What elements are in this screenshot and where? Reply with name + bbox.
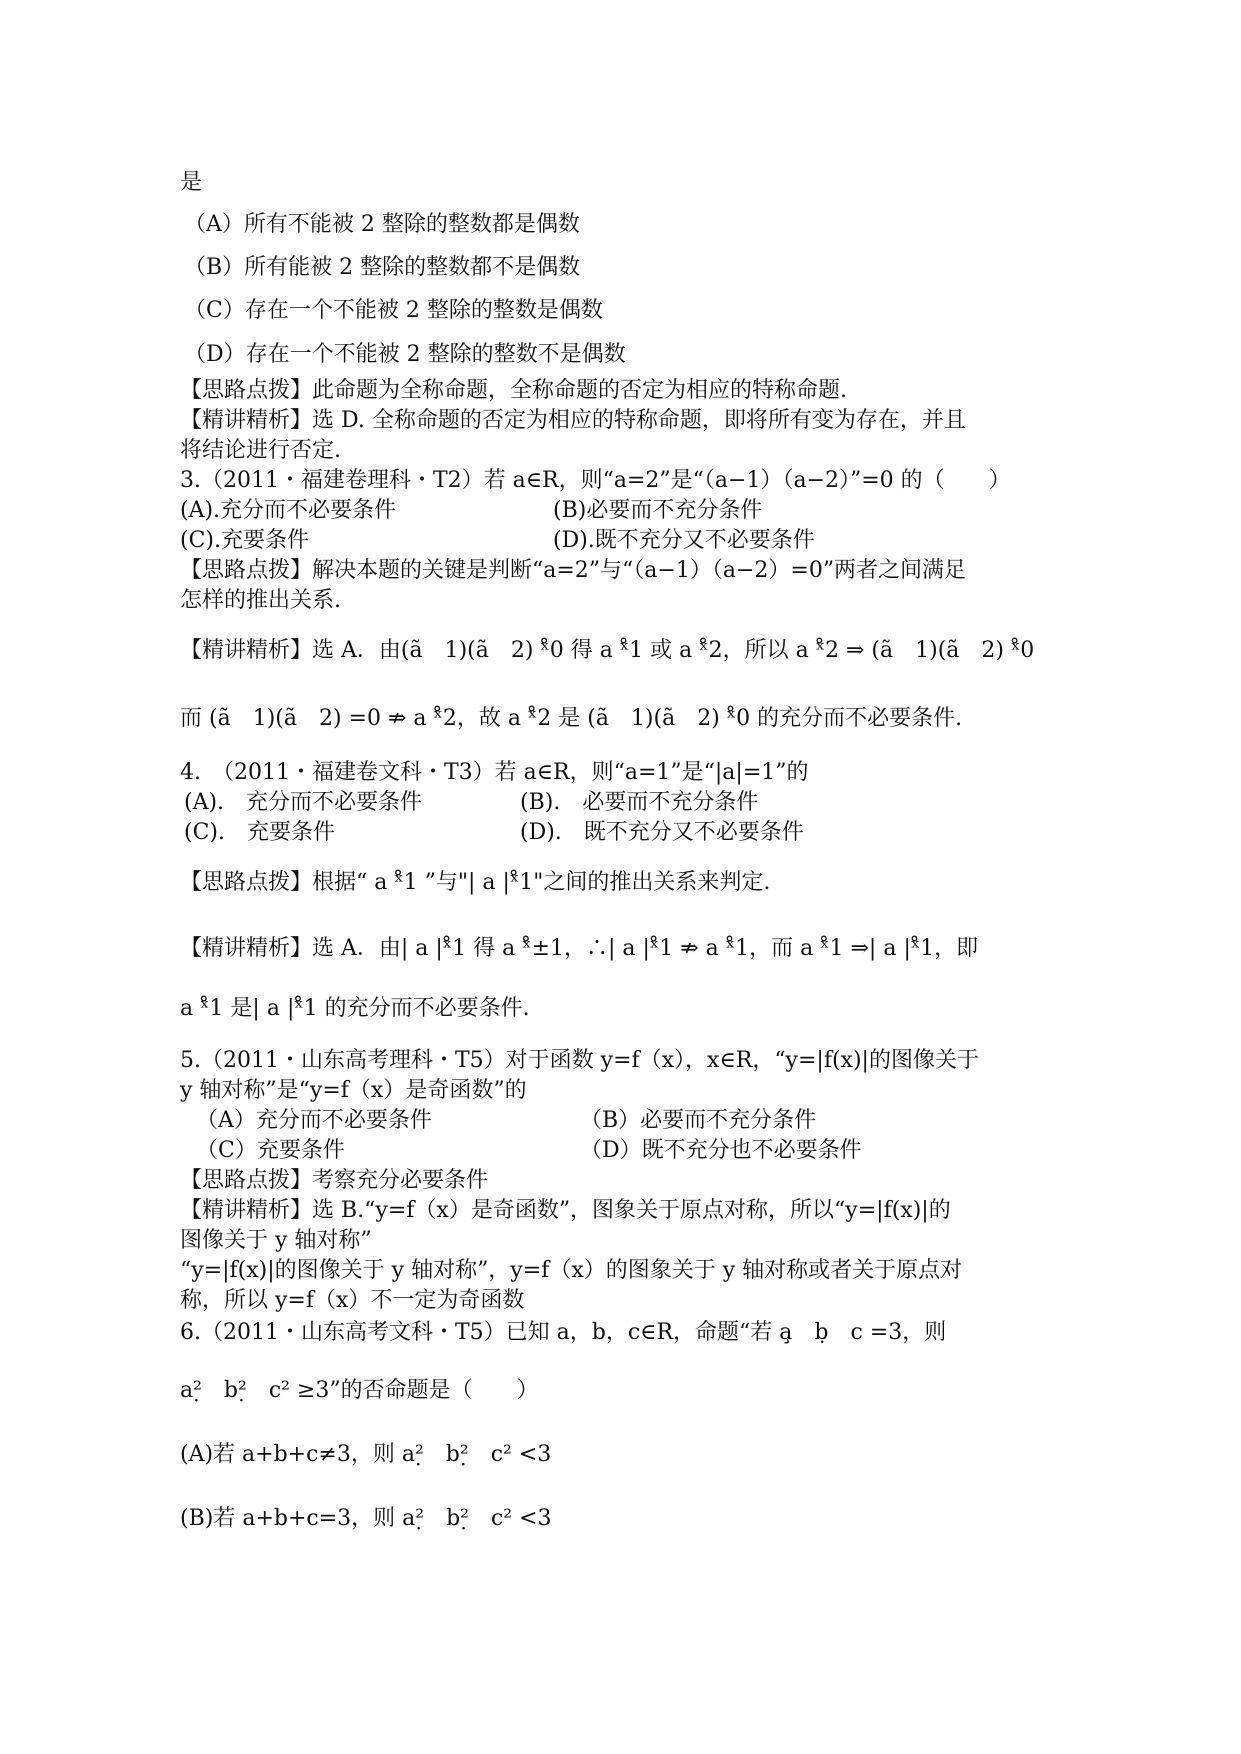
- analysis-line: 【精讲精析】选 A．由(ã 1)(ã 2) ˣ̊0 得 a ˣ̊1 或 a ˣ̊2，所以 a ˣ̊2 ⇒ (ã 1)(ã 2) ˣ̊0: [180, 638, 1035, 663]
- hint-line: 怎样的推出关系.: [180, 588, 341, 613]
- hint-line: 【思路点拨】此命题为全称命题，全称命题的否定为相应的特称命题.: [180, 378, 847, 403]
- option-line: (B)若 a+b+c=3，则 a²̣ b²̣ c² <3: [180, 1506, 552, 1531]
- analysis-line: “y=|f(x)|的图像关于 y 轴对称”，y=f（x）的图象关于 y 轴对称或者关于原点对: [180, 1258, 963, 1283]
- option-line: (B)必要而不充分条件: [553, 498, 763, 523]
- question-line: a²̣ b²̣ c² ≥3”的否命题是（ ）: [180, 1378, 539, 1403]
- analysis-line: a ˣ̊1 是| a |ˣ̊1 的充分而不必要条件.: [180, 996, 530, 1021]
- option-line: (C). 充要条件: [184, 820, 335, 845]
- analysis-line: 【精讲精析】选 D. 全称命题的否定为相应的特称命题，即将所有变为存在，并且: [180, 408, 966, 433]
- analysis-line: 而 (ã 1)(ã 2) =0 ⇏ a ˣ̊2，故 a ˣ̊2 是 (ã 1)(ã 2) ˣ̊0 的充分而不必要条件.: [180, 706, 963, 731]
- analysis-line: 【精讲精析】选 A．由| a |ˣ̊1 得 a ˣ̊±1，∴| a |ˣ̊1 ⇏ a ˣ̊1，而 a ˣ̊1 ⇒| a |ˣ̊1，即: [180, 936, 979, 961]
- question-line: y 轴对称”是“y=f（x）是奇函数”的: [180, 1078, 527, 1103]
- option-line: （D）存在一个不能被 2 整除的整数不是偶数: [184, 342, 626, 367]
- question-3: 3.（2011・福建卷理科・T2）若 a∈R，则“a=2”是“（a−1）（a−2）”=0 的（ ）: [180, 468, 1011, 493]
- option-line: (B). 必要而不充分条件: [520, 790, 759, 815]
- hint-line: 【思路点拨】根据“ a ˣ̊1 ”与"| a |ˣ̊1"之间的推出关系来判定.: [180, 870, 771, 895]
- analysis-line: 将结论进行否定.: [180, 438, 341, 463]
- question-4: 4. （2011・福建卷文科・T3）若 a∈R，则“a=1”是“|a|=1”的: [180, 760, 809, 785]
- analysis-line: 称，所以 y=f（x）不一定为奇函数: [180, 1288, 525, 1313]
- option-line: （B）必要而不充分条件: [580, 1108, 817, 1133]
- option-line: （A）所有不能被 2 整除的整数都是偶数: [184, 212, 580, 237]
- analysis-line: 【精讲精析】选 B.“y=f（x）是奇函数”，图象关于原点对称，所以“y=|f(x)|的: [180, 1198, 951, 1223]
- option-line: (A).充分而不必要条件: [180, 498, 397, 523]
- option-line: (C).充要条件: [180, 528, 309, 553]
- question-5: 5.（2011・山东高考理科・T5）对于函数 y=f（x），x∈R，“y=|f(x)|的图像关于: [180, 1048, 979, 1073]
- option-line: (A). 充分而不必要条件: [184, 790, 423, 815]
- option-line: (D). 既不充分又不必要条件: [520, 820, 804, 845]
- hint-line: 【思路点拨】考察充分必要条件: [180, 1168, 489, 1193]
- option-line: （C）充要条件: [196, 1138, 345, 1163]
- option-line: (D).既不充分又不必要条件: [553, 528, 815, 553]
- option-line: （A）充分而不必要条件: [196, 1108, 432, 1133]
- question-6: 6.（2011・山东高考文科・T5）已知 a，b，c∈R，命题“若 a̧ ḅ c =3，则: [180, 1320, 947, 1345]
- option-line: (A)若 a+b+c≠3，则 a²̣ b²̣ c² <3: [180, 1442, 552, 1467]
- option-line: （D）既不充分也不必要条件: [580, 1138, 862, 1163]
- hint-line: 【思路点拨】解决本题的关键是判断“a=2”与“（a−1）（a−2）=0”两者之间满足: [180, 558, 967, 583]
- text-line: 是: [180, 170, 203, 195]
- option-line: （B）所有能被 2 整除的整数都不是偶数: [184, 255, 581, 280]
- analysis-line: 图像关于 y 轴对称”: [180, 1228, 372, 1253]
- option-line: （C）存在一个不能被 2 整除的整数是偶数: [184, 298, 603, 323]
